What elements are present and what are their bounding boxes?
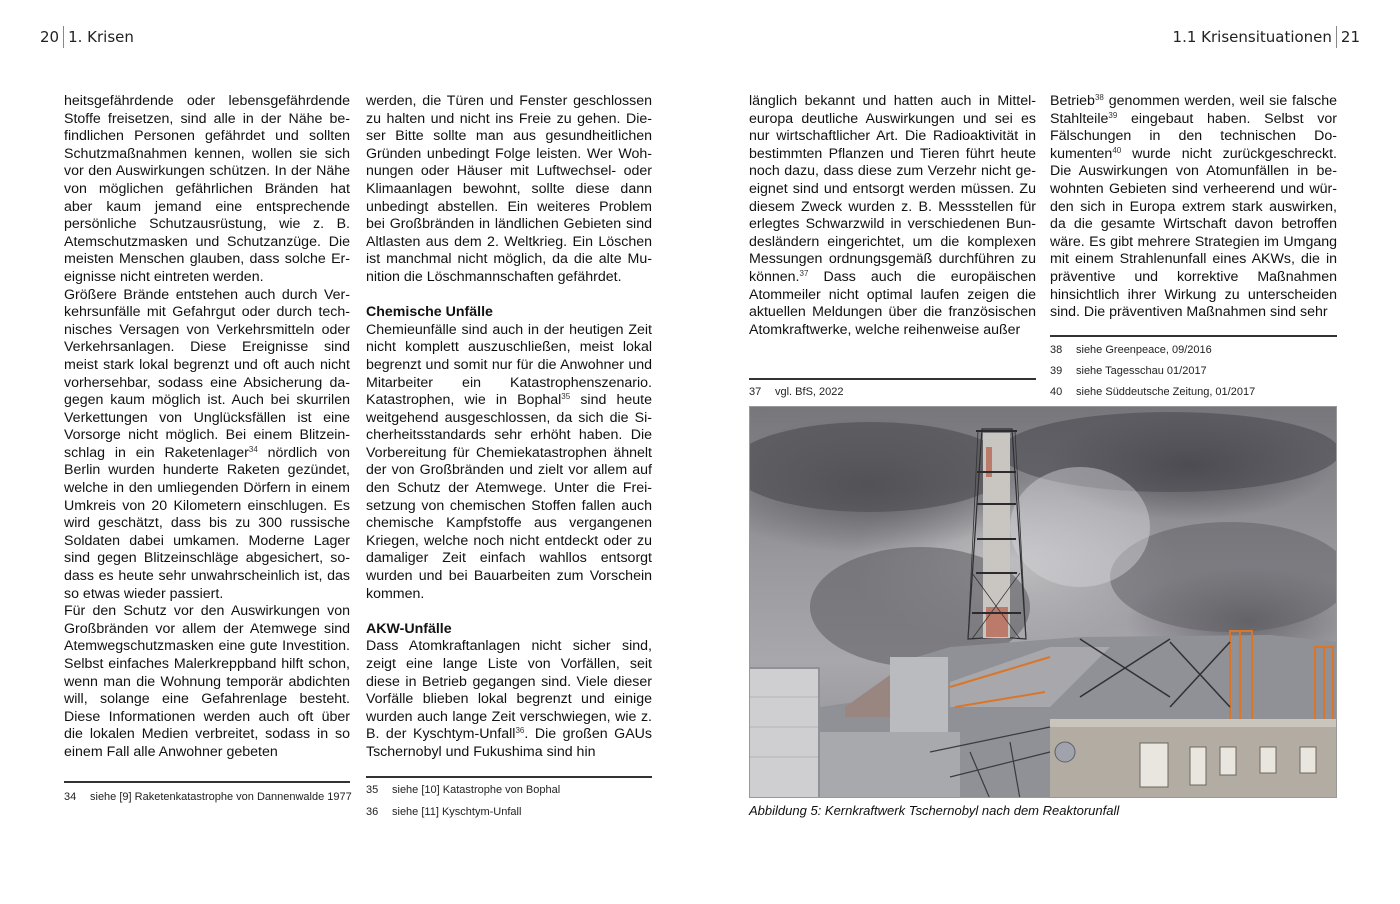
footnote-number: 37 [749, 386, 762, 398]
text-run: genommen werden, weil sie falsche Stahlteile [1050, 93, 1337, 127]
paragraph [64, 287, 350, 604]
footnote-35 [366, 780, 652, 801]
footnote-text: siehe Süddeutsche Zeitung, 01/2017 [1076, 386, 1256, 398]
text-column-1 [64, 93, 350, 762]
footnote-39 [1050, 361, 1337, 382]
header-divider [1336, 26, 1337, 48]
paragraph: Für den Schutz vor den Auswirkungen von Großbränden vor allem der Atemwege sind Atemwegschutzmasken eine gute Investition. Selbst einfaches Malerkreppband hilft schon, wenn man die Wohnung temporär abdichten will, solange eine Gefahrenlage besteht. Diese Informationen werden auch oft über die lokalen Medien verbreitet, sodass in so einem Fall alle Anwohner gebeten [64, 603, 350, 760]
footnote-rule [1050, 335, 1337, 337]
footnote-text: siehe [10] Katastrophe von Bophal [392, 784, 561, 796]
footnote-number: 34 [64, 791, 77, 803]
text-run: . Die großen GAUs Tschernobyl und Fukushima sind hin [366, 726, 652, 760]
footnote-ref-39[interactable]: 39 [1108, 110, 1118, 120]
footnote-ref-37[interactable]: 37 [799, 268, 809, 278]
subheading-chemische-unfaelle: Chemische Unfälle [366, 304, 493, 321]
text-run: Dass Atomkraftanlagen nicht sicher sind, zeigt eine lange Liste von Vorfällen, seit diese in Betrieb gegangen sind. Viele dieser Vorfälle blieben lokal begrenzt und einige wurden auch lange Zeit verschwiegen, wie z. B. der Kyschtym-Unfall [366, 638, 652, 743]
footnote-text: siehe [9] Raketenkatastrophe von Dannenwalde 1977 [90, 791, 352, 803]
power-plant-illustration [750, 407, 1337, 798]
footnote-rule [749, 378, 1036, 380]
page-number-left: 20 [40, 28, 60, 46]
footnote-40 [1050, 382, 1337, 403]
subheading-akw-unfaelle: AKW-Unfälle [366, 620, 452, 637]
text-run: Betrieb [1050, 93, 1095, 109]
footnote-34 [64, 787, 376, 807]
paragraph: werden, die Türen und Fenster geschlossen zu halten und nicht ins Freie zu gehen. Dieser Bitte sollte man aus gesundheitlichen Gründen unbedingt Folge leisten. Wer Wohnungen oder Häuser mit Luftwechsel- oder Klimaanlagen bewohnt, sollte diese dann unbedingt abstellen. Ein weiteres Problem bei Großbränden in ländlichen Gebieten sind Altlasten aus dem 2. Weltkrieg. Ein Löschen ist manchmal nicht möglich, da die alte Munition die Löschmannschaften gefährdet. [366, 93, 652, 285]
text-column-3 [749, 93, 1036, 339]
chapter-title: 1. Krisen [68, 28, 134, 46]
footnote-37 [749, 382, 1036, 403]
text-run: nördlich von Berlin wurden hunderte Raketen gezündet, welche in den umliegenden Dörfern in einem Umkreis von 20 Kilometern einschlugen. Es wird geschätzt, dass bis zu 300 russische Soldaten dabei umkamen. Moderne Lager sind gegen Blitzeinschläge abgesichert, sodass es heute sehr unwahrscheinlich ist, das so etwas wieder passiert. [64, 444, 350, 602]
text-run: sind heute weitgehend ausgeschlossen, da sich die Sicherheitsstandards sehr erhöht haben. Die Vorbereitung für Chemiekatastrophen ähnelt der von Großbränden und zielt vor allem auf den Schutz der Atemwege. Unter die Freisetzung von chemischen Stoffen fallen auch chemische Kampfstoffe aus vergangenen Kriegen, welche noch nicht entdeckt oder zu damaliger Zeit einfach wahllos entsorgt wurden und bei Bauarbeiten zum Vorschein kommen. [366, 392, 653, 602]
figure-caption: Abbildung 5: Kernkraftwerk Tschernobyl nach dem Reaktorunfall [749, 803, 1120, 818]
text-column-2 [366, 93, 652, 762]
header-divider [63, 26, 64, 48]
paragraph: heitsgefährdende oder lebensgefährdende Stoffe freisetzen, sind alle in der Nähe befindlichen Personen gefährdet und sollten Schutzmaßnahmen kennen, wollen sie sich vor den Auswirkungen schützen. In der Nähe von möglichen gefährlichen Bränden hat aber kaum jemand eine entsprechende persönliche Schutzausrüstung, wie z. B. Atemschutzmasken und Schutzanzüge. Die meisten Menschen glauben, dass solche Ereignisse nicht eintreten werden. [64, 93, 350, 285]
paragraph [366, 322, 652, 604]
footnote-36 [366, 802, 652, 823]
paragraph [1050, 93, 1337, 322]
text-run: Dass auch die europäischen Atommeiler nicht optimal laufen zeigen die aktuellen Meldungen über die französischen Atomkraftwerke, welche reihenweise außer [749, 268, 1036, 338]
footnote-number: 40 [1050, 386, 1063, 398]
footnote-rule [366, 776, 652, 778]
footnote-number: 35 [366, 784, 379, 796]
footnote-ref-34[interactable]: 34 [248, 444, 258, 454]
paragraph [749, 93, 1036, 339]
footnote-text: siehe [11] Kyschtym-Unfall [392, 806, 522, 818]
text-run: länglich bekannt und hatten auch in Mitteleuropa deutliche Auswirkungen und sei es nur wirtschaftlicher Art. Die Radioaktivität in bestimmten Pflanzen und Tieren führt heute noch dazu, dass diese zum Verzehr nicht geeignet sind und entsorgt werden müssen. Zu diesem Zweck wurden z. B. Messstellen für erlegtes Schwarzwild in verschiedenen Bundesländern eingerichtet, um die komplexen Messungen ordnungsgemäß durchführen zu können. [749, 93, 1036, 285]
footnote-text: siehe Tagesschau 01/2017 [1076, 365, 1207, 377]
footnote-ref-36[interactable]: 36 [515, 726, 525, 736]
footnote-number: 38 [1050, 344, 1063, 356]
paragraph [366, 638, 652, 761]
footnote-number: 39 [1050, 365, 1063, 377]
footnote-38 [1050, 340, 1337, 361]
section-title: 1.1 Krisensituationen [1172, 28, 1332, 46]
footnote-rule [64, 781, 350, 783]
running-head-left [40, 26, 134, 48]
page-number-right: 21 [1340, 28, 1360, 46]
running-head-right [1173, 26, 1360, 48]
text-run: Größere Brände entstehen auch durch Verkehrsunfälle mit Gefahrgut oder durch technisches Versagen von Verkehrsmitteln oder Verkehrsanlagen. Diese Ereignisse sind meist stark lokal begrenzt und oft auch nicht vorhersehbar, sodass eine Absicherung dagegen kaum möglich ist. Auch bei skurrilen Verkettungen von Unglücksfällen ist eine Vorsorge nicht möglich. Bei einem Blitzeinschlag in ein Raketenlager [64, 286, 350, 461]
footnote-ref-38[interactable]: 38 [1094, 93, 1104, 102]
footnote-ref-40[interactable]: 40 [1112, 145, 1122, 155]
text-run: Chemieunfälle sind auch in der heutigen Zeit nicht komplett auszuschließen, meist lokal begrenzt und somit nur für die Anwohner und Mitarbeiter ein Katastrophenszenario. Katastrophen, wie in Bophal [366, 321, 652, 409]
text-column-4 [1050, 93, 1337, 322]
footnote-ref-35[interactable]: 35 [561, 392, 571, 402]
footnote-number: 36 [366, 806, 379, 818]
footnote-text: vgl. BfS, 2022 [775, 386, 844, 398]
text-run: wurde nicht zurückgeschreckt. Die Auswirkungen von Atomunfällen in bewohnten Gebieten sind verheerend und würden sich in Europa extrem stark auswirken, da die gesamte Wirtschaft davon betroffen wäre. Es gibt mehrere Strategien im Umgang mit einem Strahlenunfall eines AKWs, die in präventive und korrektive Maßnahmen hinsichtlich ihrer Wirkung zu unterscheiden sind. Die präventiven Maßnahmen sind sehr [1050, 145, 1337, 321]
footnote-text: siehe Greenpeace, 09/2016 [1076, 344, 1212, 356]
text-run: eingebaut haben. Selbst vor Fälschungen in den technischen Dokumenten [1050, 110, 1337, 162]
figure-photo-chernobyl [749, 406, 1337, 798]
